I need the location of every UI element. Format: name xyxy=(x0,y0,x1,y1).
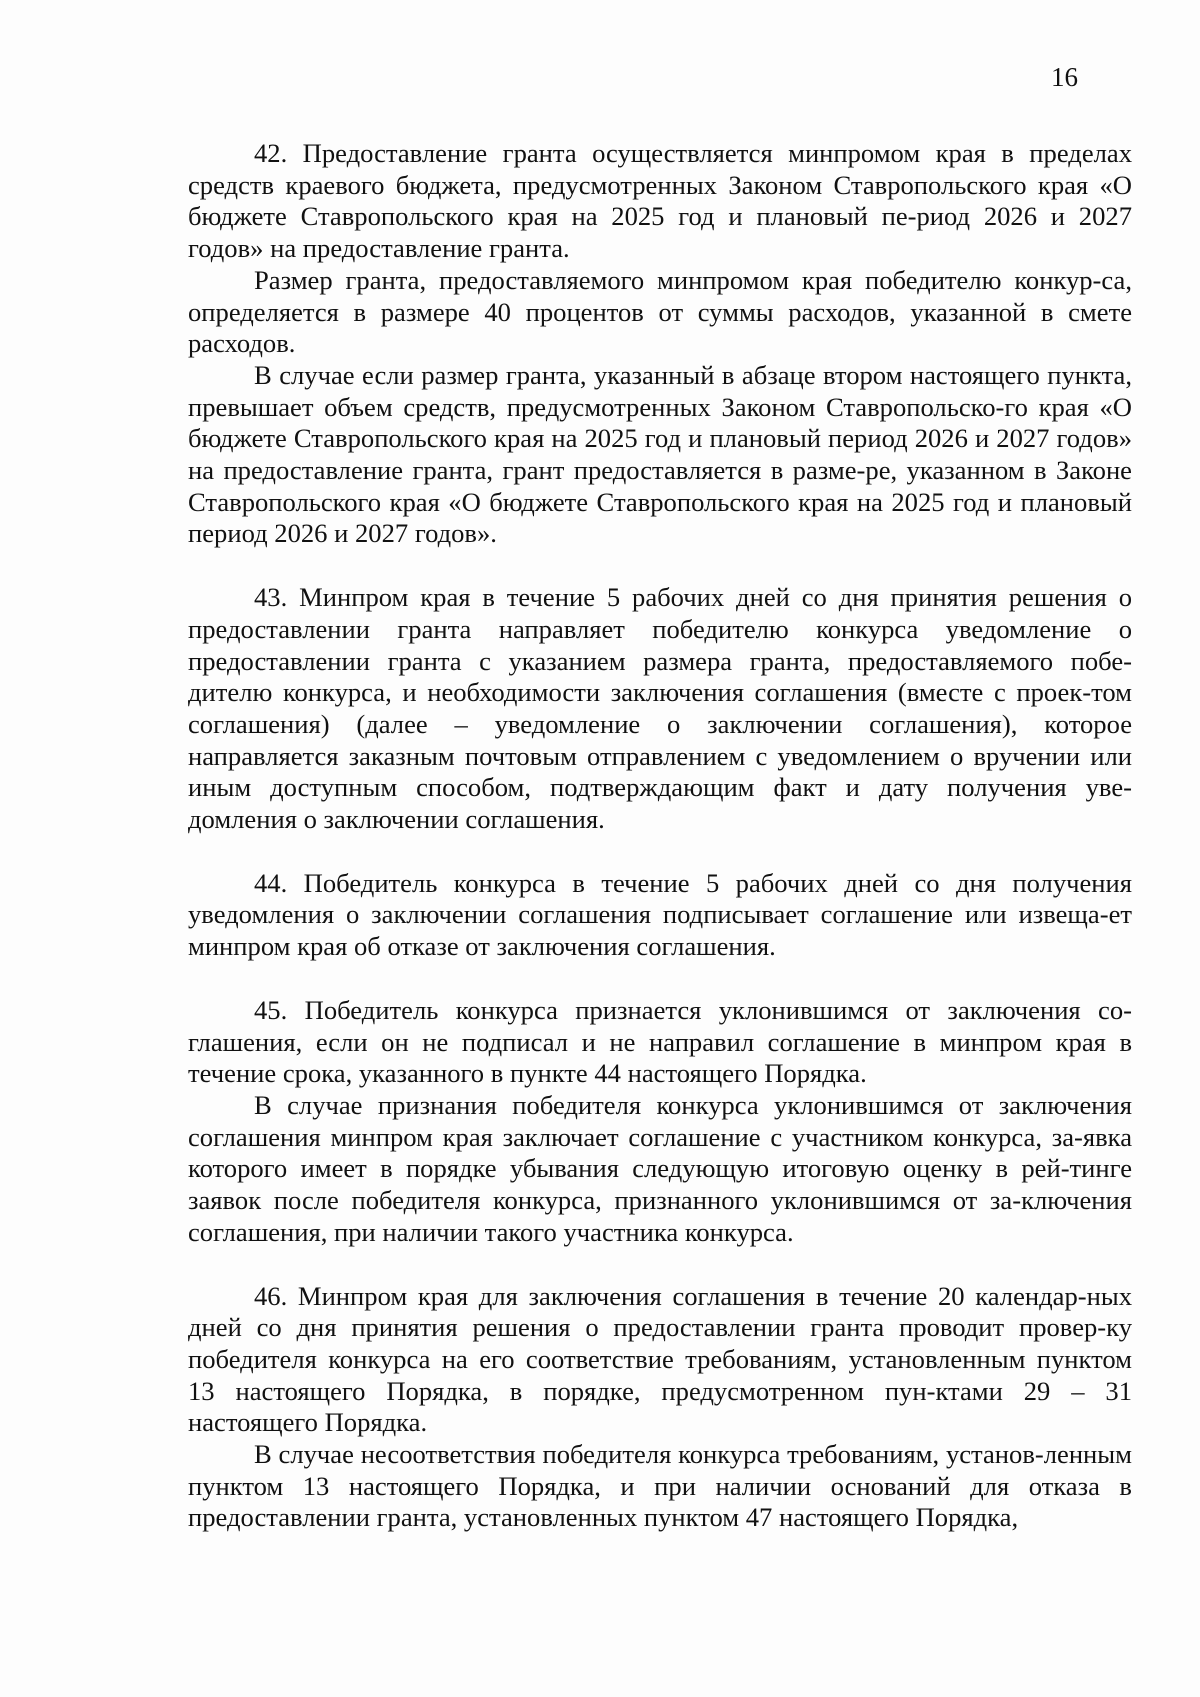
paragraph-42: 42. Предоставление гранта осуществляется минпромом края в пределах средств краевого бюджета, предусмотренных Законом Ставропольского края «О бюджете Ставропольского края на 2025 год и плановый пе-риод 2026 и 2027 годов» на предоставление гранта. xyxy=(188,138,1132,264)
paragraph-44: 44. Победитель конкурса в течение 5 рабочих дней со дня получения уведомления о заключении соглашения подписывает соглашение или извеща-ет минпром края об отказе от заключения соглашения. xyxy=(188,867,1132,962)
paragraph-46-noncompliance-case: В случае несоответствия победителя конкурса требованиям, установ-ленным пунктом 13 настоящего Порядка, и при наличии оснований для отказа в предоставлении гранта, установленных пунктом 47 настоящего Порядка, xyxy=(188,1439,1132,1533)
document-body xyxy=(188,138,1132,1534)
paragraph-45-evasion-case: В случае признания победителя конкурса уклонившимся от заключения соглашения минпром края заключает соглашение с участником конкурса, за-явка которого имеет в порядке убывания следующую итоговую оценку в рей-тинге заявок после победителя конкурса, признанного уклонившимся от за-ключения соглашения, при наличии такого участника конкурса. xyxy=(188,1089,1132,1247)
paragraph-46: 46. Минпром края для заключения соглашения в течение 20 календар-ных дней со дня принятия решения о предоставлении гранта проводит провер-ку победителя конкурса на его соответствие требованиям, установленным пунктом 13 настоящего Порядка, в порядке, предусмотренном пун-ктами 29 – 31 настоящего Порядка. xyxy=(188,1280,1132,1438)
paragraph-42-grant-size: Размер гранта, предоставляемого минпромом края победителю конкур-са, определяется в размере 40 процентов от суммы расходов, указанной в смете расходов. xyxy=(188,264,1132,359)
page-number: 16 xyxy=(1051,62,1078,92)
paragraph-45: 45. Победитель конкурса признается уклонившимся от заключения со-глашения, если он не подписал и не направил соглашение в минпром края в течение срока, указанного в пункте 44 настоящего Порядка. xyxy=(188,994,1132,1089)
paragraph-43: 43. Минпром края в течение 5 рабочих дней со дня принятия решения о предоставлении гранта направляет победителю конкурса уведомление о предоставлении гранта с указанием размера гранта, предоставляемого побе-дителю конкурса, и необходимости заключения соглашения (вместе с проек-том соглашения) (далее – уведомление о заключении соглашения), которое направляется заказным почтовым отправлением с уведомлением о вручении или иным доступным способом, подтверждающим факт и дату получения уве-домления о заключении соглашения. xyxy=(188,582,1132,835)
paragraph-42-excess-case: В случае если размер гранта, указанный в абзаце втором настоящего пункта, превышает объем средств, предусмотренных Законом Ставропольско-го края «О бюджете Ставропольского края на 2025 год и плановый период 2026 и 2027 годов» на предоставление гранта, грант предоставляется в разме-ре, указанном в Законе Ставропольского края «О бюджете Ставропольского края на 2025 год и плановый период 2026 и 2027 годов». xyxy=(188,359,1132,549)
